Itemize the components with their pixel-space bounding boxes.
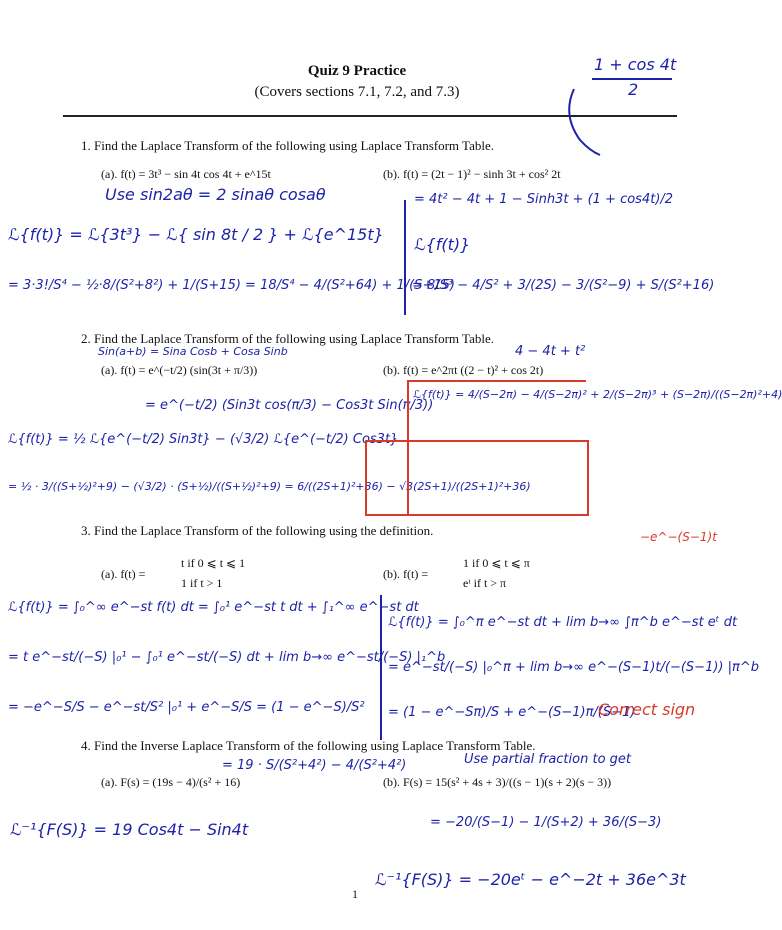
q3-divider xyxy=(380,595,382,740)
q2b-work-line-1: ℒ{f(t)} = 4/(S−2π) − 4/(S−2π)² + 2/(S−2π)³ + (S−2π)/((S−2π)²+4) xyxy=(413,388,782,401)
q1-divider xyxy=(404,200,406,315)
q4b-note: Use partial fraction to get xyxy=(464,752,632,767)
q3a-case-2: 1 if t > 1 xyxy=(181,576,223,590)
q3a-work-line-3: = −e^−S/S − e^−st/S² |₀¹ + e^−S/S = (1 − e^−S)/S² xyxy=(8,700,365,715)
q3a-work-line-2: = t e^−st/(−S) |₀¹ − ∫₀¹ e^−st/(−S) dt + lim b→∞ e^−st/(−S) |₁^b xyxy=(8,650,446,665)
q2a-work-line-2: ℒ{f(t)} = ½ ℒ{e^(−t/2) Sin3t} − (√3/2) ℒ{e^(−t/2) Cos3t} xyxy=(8,432,399,447)
q1a-work-line-1: Use sin2aθ = 2 sinaθ cosaθ xyxy=(105,185,326,204)
q1b-work-line-3: = 8/S³ − 4/S² + 3/(2S) − 3/(S²−9) + S/(S²+16) xyxy=(412,278,715,293)
q3b-work-line-3: = (1 − e^−Sπ)/S + e^−(S−1)π/(S−1) xyxy=(388,705,636,720)
page-subtitle: (Covers sections 7.1, 7.2, and 7.3) xyxy=(254,84,460,100)
q4b-work-line-2: ℒ⁻¹{F(S)} = −20eᵗ − e^−2t + 36e^3t xyxy=(375,870,686,889)
q2b-note: 4 − 4t + t² xyxy=(515,344,586,359)
q1-prompt: 1. Find the Laplace Transform of the following using Laplace Transform Table. xyxy=(81,138,494,153)
q3a-work-line-1: ℒ{f(t)} = ∫₀^∞ e^−st f(t) dt = ∫₀¹ e^−st t dt + ∫₁^∞ e^−st dt xyxy=(8,600,419,615)
q3b-work-line-1: ℒ{f(t)} = ∫₀^π e^−st dt + lim b→∞ ∫π^b e^−st eᵗ dt xyxy=(388,615,738,630)
q3b-lhs: (b). f(t) = xyxy=(383,567,429,581)
q4-prompt: 4. Find the Inverse Laplace Transform of the following using Laplace Transform Table. xyxy=(81,738,536,753)
q3a-lhs: (a). f(t) = xyxy=(101,567,146,581)
q3b-case-1: 1 if 0 ⩽ t ⩽ π xyxy=(463,556,530,570)
page-number: 1 xyxy=(352,887,358,901)
q3-side-note: −e^−(S−1)t xyxy=(640,530,717,544)
q1a-work-line-3: = 3·3!/S⁴ − ½·8/(S²+8²) + 1/(S+15) = 18/S⁴ − 4/(S²+64) + 1/(S+15) xyxy=(8,278,455,293)
q3b-case-2: eᵗ if t > π xyxy=(463,576,507,590)
q2-prompt: 2. Find the Laplace Transform of the following using Laplace Transform Table. xyxy=(81,331,494,346)
q2-red-answer-box xyxy=(365,440,589,516)
margin-note-arrow xyxy=(560,85,610,160)
margin-note-top: 1 + cos 4t xyxy=(594,55,677,74)
q2a-work-line-3: = ½ · 3/((S+½)²+9) − (√3/2) · (S+½)/((S+½)²+9) = 6/((2S+1)²+36) − √3(2S+1)/((2S+1)²+36) xyxy=(8,480,531,493)
q3-correction-note: Correct sign xyxy=(598,700,696,719)
margin-note-bottom: 2 xyxy=(628,80,639,99)
q3-prompt: 3. Find the Laplace Transform of the following using the definition. xyxy=(81,523,434,538)
q1a-problem: (a). f(t) = 3t³ − sin 4t cos 4t + e^15t xyxy=(101,167,271,181)
q4a-problem: (a). F(s) = (19s − 4)/(s² + 16) xyxy=(101,775,241,789)
q1b-work-line-2: ℒ{f(t)} xyxy=(414,235,471,254)
q1b-work-line-1: = 4t² − 4t + 1 − Sinh3t + (1 + cos4t)/2 xyxy=(414,192,674,207)
q4a-work-line-2: ℒ⁻¹{F(S)} = 19 Cos4t − Sin4t xyxy=(10,820,249,839)
q2-identity-note: Sin(a+b) = Sina Cosb + Cosa Sinb xyxy=(98,345,288,358)
q1a-work-line-2: ℒ{f(t)} = ℒ{3t³} − ℒ{ sin 8t / 2 } + ℒ{e^15t} xyxy=(8,225,384,244)
q4a-work-line-1: = 19 · S/(S²+4²) − 4/(S²+4²) xyxy=(222,758,407,773)
q3a-case-1: t if 0 ⩽ t ⩽ 1 xyxy=(181,556,246,570)
q3b-work-line-2: = e^−st/(−S) |₀^π + lim b→∞ e^−(S−1)t/(−(S−1)) |π^b xyxy=(388,660,759,675)
q2a-problem: (a). f(t) = e^(−t/2) (sin(3t + π/3)) xyxy=(101,363,258,377)
page-title: Quiz 9 Practice xyxy=(307,63,407,79)
q1b-problem: (b). f(t) = (2t − 1)² − sinh 3t + cos² 2t xyxy=(383,167,561,181)
q2a-work-line-1: = e^(−t/2) (Sin3t cos(π/3) − Cos3t Sin(π/3)) xyxy=(145,398,434,413)
q4b-work-line-1: = −20/(S−1) − 1/(S+2) + 36/(S−3) xyxy=(430,815,662,830)
q4b-problem: (b). F(s) = 15(s² + 4s + 3)/((s − 1)(s + 2)(s − 3)) xyxy=(383,775,612,789)
q2b-problem: (b). f(t) = e^2πt ((2 − t)² + cos 2t) xyxy=(383,363,544,377)
